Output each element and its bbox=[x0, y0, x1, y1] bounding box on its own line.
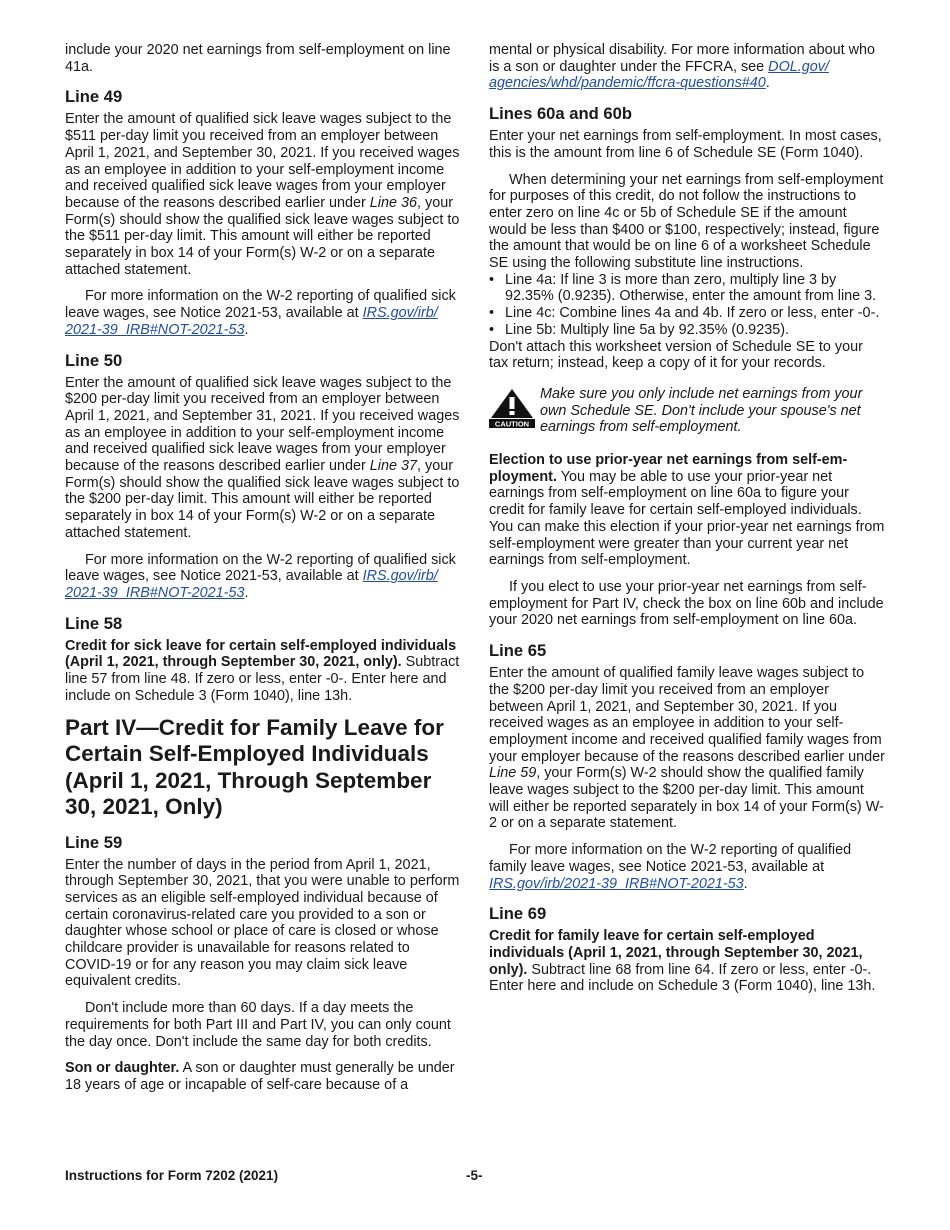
line-65-more-info: For more information on the W-2 reporting of qualified family leave wages, see Notice 2021-53, available at IRS.gov/irb/2021-39_IRB#NOT-2021-53. bbox=[489, 842, 852, 892]
list-item: • Line 5b: Multiply line 5a by 92.35% (0.9235). bbox=[489, 321, 789, 338]
son-or-daughter-paragraph: Son or daughter. A son or daughter must generally be under 18 years of age or incapable of self-care because of a bbox=[65, 1060, 455, 1093]
left-column bbox=[65, 42, 461, 1104]
line-65-paragraph: Enter the amount of qualified family leave wages subject to the $200 per-day limit you received from an employer between April 1, 2021, and September 30, 2021. If you received wages as an employee in addition to your self-employment income and received qualified family wages from your employer because of the reasons described earlier under Line 59, your Form(s) W-2 should show the qualified family leave wages subject to the $200 per-day limit. This amount will either be reported separately in box 14 of your Form(s) W-2 or on a separate statement. bbox=[489, 665, 885, 832]
lines-60-substitute: When determining your net earnings from self-employment for purposes of this credit, do not follow the instructions to enter zero on line 4c or 5b of Schedule SE if the amount would be less than $400 or $100, respectively; instead, figure the amount that would be on line 6 of a worksheet Schedule SE using the following substitute line instructions. bbox=[489, 171, 884, 272]
line-50-heading: Line 50 bbox=[65, 350, 123, 370]
line-58-heading: Line 58 bbox=[65, 613, 123, 633]
substitute-line-list bbox=[489, 272, 885, 339]
lines-60-paragraph: Enter your net earnings from self-employment. In most cases, this is the amount from line 6 of Schedule SE (Form 1040). bbox=[489, 128, 882, 161]
election-check-box: If you elect to use your prior-year net earnings from self-employment for Part IV, check the box on line 60b and include your 2020 net earnings from self-employment on line 60a. bbox=[489, 578, 884, 629]
page-number: -5- bbox=[466, 1168, 483, 1183]
line-50-more-info: For more information on the W-2 reporting of qualified sick leave wages, see Notice 2021-53, available at IRS.gov/irb/ 2021-39_IRB#NOT-2021-53. bbox=[65, 551, 456, 601]
caution-note bbox=[489, 386, 885, 436]
lines-60-do-not-attach: Don't attach this worksheet version of Schedule SE to your tax return; instead, keep a copy of it for your records. bbox=[489, 338, 863, 372]
caution-text: Make sure you only include net earnings from your own Schedule SE. Don't include your spouse's net earnings from self-employment. bbox=[540, 385, 863, 436]
right-column bbox=[489, 42, 885, 1005]
caution-label: CAUTION bbox=[494, 419, 530, 428]
line-58-paragraph: Credit for sick leave for certain self-employed individuals (April 1, 2021, through September 30, 2021, only). Subtract line 57 from line 48. If zero or less, enter -0-. Enter here and include on Schedule 3 (Form 1040), line 13h. bbox=[65, 637, 460, 704]
irs-notice-link[interactable]: IRS.gov/irb/ 2021-39_IRB#NOT-2021-53 bbox=[65, 568, 438, 601]
line-59-day-limit: Don't include more than 60 days. If a day meets the requirements for both Part III and Part IV, you can only count the day once. Don't include the same day for both credits. bbox=[65, 1000, 451, 1050]
line-69-paragraph: Credit for family leave for certain self-employed individuals (April 1, 2021, through September 30, 2021, only). Subtract line 68 from line 64. If zero or less, enter -0-. Enter here and include on Schedule 3 (Form 1040), line 13h. bbox=[489, 928, 876, 995]
line-59-heading: Line 59 bbox=[65, 832, 123, 852]
list-item: • Line 4a: If line 3 is more than zero, multiply line 3 by 92.35% (0.9235). Otherwise, enter the amount from line 3. bbox=[489, 271, 877, 305]
right-intro: mental or physical disability. For more information about who is a son or daughter under the FFCRA, see DOL.gov/ agencies/whd/pandemic/ffcra-questions#40. bbox=[489, 42, 876, 92]
caution-icon bbox=[489, 388, 535, 428]
line-50-paragraph: Enter the amount of qualified sick leave wages subject to the $200 per-day limit you received from an employer between April 1, 2021, and September 31, 2021. If you received wages as an employee in addition to your self-employment income and received qualified sick leave wages from your employer because of the reasons described earlier under Line 37, your Form(s) should show the qualified sick leave wages subject to the $200 per-day limit. This amount will either be reported separately in box 14 of your Form(s) W-2 or on a separate attached statement. bbox=[65, 374, 460, 541]
line-59-paragraph: Enter the number of days in the period from April 1, 2021, through September 30, 2021, that you were unable to perform services as an eligible self-employed individual because of certain coronavirus-related care you provided to a son or daughter whose school or place of care is closed or whose childcare provider is unavailable for reasons related to COVID-19 or for any reason you may claim sick leave equivalent credits. bbox=[65, 856, 460, 990]
left-intro: include your 2020 net earnings from self-employment on line 41a. bbox=[65, 42, 451, 75]
part-4-heading: Part IV—Credit for Family Leave for Certain Self-Employed Individuals (April 1, 2021, Through September 30, 2021, Only) bbox=[65, 714, 444, 819]
irs-notice-link[interactable]: IRS.gov/irb/ 2021-39_IRB#NOT-2021-53 bbox=[65, 305, 438, 338]
lines-60-heading: Lines 60a and 60b bbox=[489, 104, 632, 124]
line-49-heading: Line 49 bbox=[65, 87, 123, 107]
dol-ffcra-link[interactable]: DOL.gov/ agencies/whd/pandemic/ffcra-questions#40 bbox=[489, 58, 829, 92]
line-49-paragraph: Enter the amount of qualified sick leave wages subject to the $511 per-day limit you received from an employer between April 1, 2021, and September 30, 2021. If you received wages as an employee in addition to your self-employment income and received qualified sick leave wages from your employer because of the reasons described earlier under Line 36, your Form(s) should show the qualified sick leave wages subject to the $511 per-day limit. This amount will either be reported separately in box 14 of your Form(s) W-2 or on a separate attached statement. bbox=[65, 111, 460, 278]
list-item: • Line 4c: Combine lines 4a and 4b. If zero or less, enter -0-. bbox=[489, 305, 880, 322]
line-65-heading: Line 65 bbox=[489, 641, 547, 661]
election-paragraph: Election to use prior-year net earnings from self-employment. You may be able to use your prior-year net earnings from self-employment on line 60a to figure your credit for family leave for certain self-employed individuals. You can make this election if your prior-year net earnings from self-employment were greater than your current year net earnings from self-employment. bbox=[489, 452, 885, 569]
line-69-heading: Line 69 bbox=[489, 904, 547, 924]
line-49-more-info: For more information on the W-2 reporting of qualified sick leave wages, see Notice 2021-53, available at IRS.gov/irb/ 2021-39_IRB#NOT-2021-53. bbox=[65, 288, 456, 338]
irs-notice-link[interactable]: IRS.gov/irb/2021-39_IRB#NOT-2021-53 bbox=[489, 875, 744, 892]
footer-title: Instructions for Form 7202 (2021) bbox=[65, 1168, 279, 1183]
